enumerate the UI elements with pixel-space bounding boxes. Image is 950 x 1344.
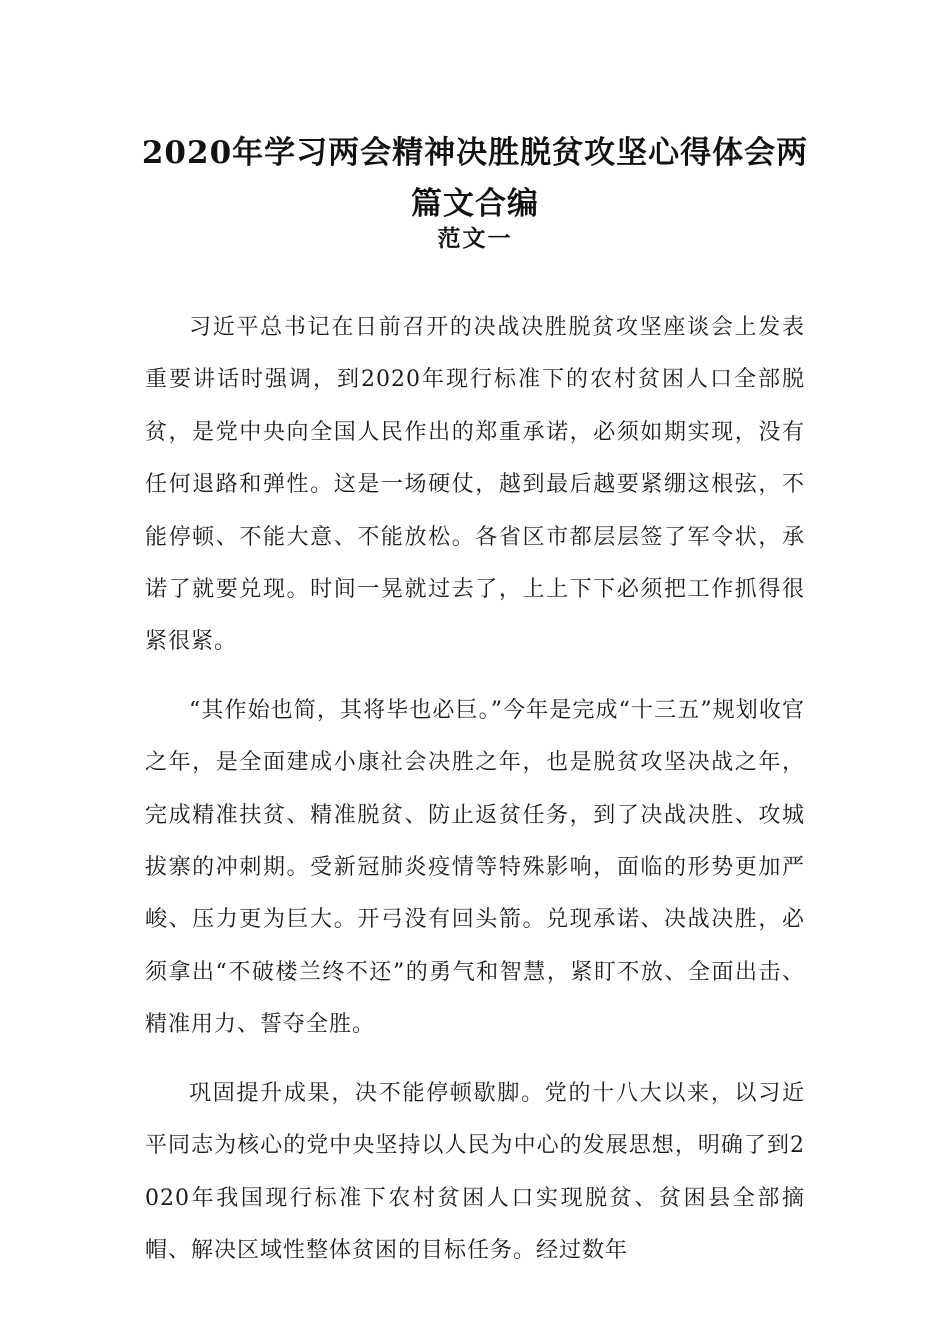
paragraph-2: “其作始也简，其将毕也必巨。”今年是完成“十三五”规划收官之年，是全面建成小康社会决胜之年，也是脱贫攻坚决战之年，完成精准扶贫、精准脱贫、防止返贫任务，到了决战决胜、攻城拔寨的冲刺期。受新冠肺炎疫情等特殊影响，面临的形势更加严峻、压力更为巨大。开弓没有回头箭。兑现承诺、决战决胜，必须拿出“不破楼兰终不还”的勇气和智慧，紧盯不放、全面出击、精准用力、誓夺全胜。 [145,697,805,1038]
paragraph-3: 巩固提升成果，决不能停顿歇脚。党的十八大以来，以习近平同志为核心的党中央坚持以人民为中心的发展思想，明确了到2020年我国现行标准下农村贫困人口实现脱贫、贫困县全部摘帽、解决区域性整体贫困的目标任务。经过数年 [145,1080,805,1263]
document-title: 2020年学习两会精神决胜脱贫攻坚心得体会两篇文合编 [141,135,809,222]
section-heading: 范文一 [437,225,513,252]
paragraph-1: 习近平总书记在日前召开的决战决胜脱贫攻坚座谈会上发表重要讲话时强调，到2020年现行标准下的农村贫困人口全部脱贫，是党中央向全国人民作出的郑重承诺，必须如期实现，没有任何退路和弹性。这是一场硬仗，越到最后越要紧绷这根弦，不能停顿、不能大意、不能放松。各省区市都层层签了军令状，承诺了就要兑现。时间一晃就过去了，上上下下必须把工作抓得很紧很紧。 [145,315,805,655]
document-body [145,302,805,1293]
